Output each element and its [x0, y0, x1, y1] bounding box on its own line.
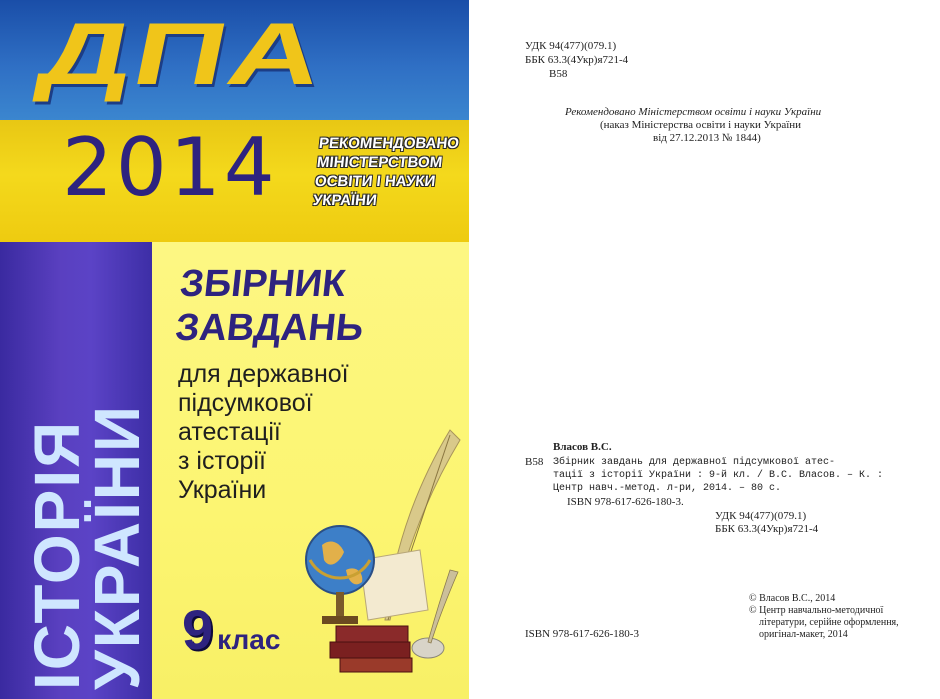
- ministry-recommendation: [312, 134, 460, 210]
- copyright-line: © Центр навчально-методичної: [749, 605, 884, 616]
- vertical-subject-line1: ІСТОРІЯ: [21, 419, 93, 690]
- globe-books-quill-illustration: [300, 420, 469, 680]
- grade-word: клас: [217, 624, 281, 655]
- recommendation-line: Рекомендовано Міністерством освіти і науки України: [565, 106, 822, 118]
- dpa-title: ДПА: [31, 4, 335, 103]
- order-line: (наказ Міністерства освіти і науки України: [600, 119, 802, 131]
- grade-label: [182, 598, 281, 661]
- book-title: [173, 262, 370, 350]
- subtitle-line: з історії: [178, 447, 266, 475]
- subtitle-line: України: [178, 476, 267, 504]
- imprint-page: [469, 0, 940, 699]
- author-name: Власов В.С.: [553, 441, 612, 453]
- book-cover: [0, 0, 469, 699]
- description-line: тації з історії України : 9-й кл. / В.С. Власов. – К. :: [553, 470, 884, 481]
- rec-line: РЕКОМЕНДОВАНО: [318, 135, 460, 152]
- udk-code-bottom: УДК 94(477)(079.1): [715, 510, 807, 522]
- subtitle-line: для державної: [178, 360, 349, 388]
- subtitle-line: атестації: [178, 418, 281, 446]
- bbk-code-bottom: ББК 63.3(4Укр)я721-4: [715, 523, 819, 535]
- isbn-bottom: ISBN 978-617-626-180-3: [525, 628, 639, 640]
- bbk-code: ББК 63.3(4Укр)я721-4: [525, 54, 629, 66]
- copyright-line: © Власов В.С., 2014: [749, 593, 836, 604]
- order-date: від 27.12.2013 № 1844): [653, 132, 761, 144]
- subtitle-line: підсумкової: [178, 389, 313, 417]
- globe-icon: [306, 526, 374, 594]
- grade-number: 9: [182, 598, 214, 661]
- title-line: ЗАВДАНЬ: [173, 307, 366, 349]
- copyright-line: літератури, серійне оформлення,: [759, 617, 899, 628]
- isbn-inner: ISBN 978-617-626-180-3.: [567, 496, 684, 508]
- author-code: В58: [549, 68, 568, 80]
- title-line: ЗБІРНИК: [178, 263, 348, 305]
- year-label: 2014: [62, 121, 278, 214]
- description-line: Збірник завдань для державної підсумкової атес-: [553, 457, 836, 468]
- copyright-line: оригінал-макет, 2014: [759, 629, 848, 640]
- rec-line: УКРАЇНИ: [312, 192, 378, 209]
- rec-line: ОСВІТИ І НАУКИ: [314, 173, 437, 190]
- rec-line: МІНІСТЕРСТВОМ: [316, 154, 444, 171]
- quill-icon: [428, 570, 458, 643]
- udk-code: УДК 94(477)(079.1): [525, 40, 617, 52]
- vertical-subject-line2: УКРАЇНИ: [81, 403, 153, 690]
- author-code-left: В58: [525, 456, 544, 468]
- book-icon: [336, 626, 408, 642]
- description-line: Центр навч.-метод. л-ри, 2014. – 80 с.: [553, 483, 782, 494]
